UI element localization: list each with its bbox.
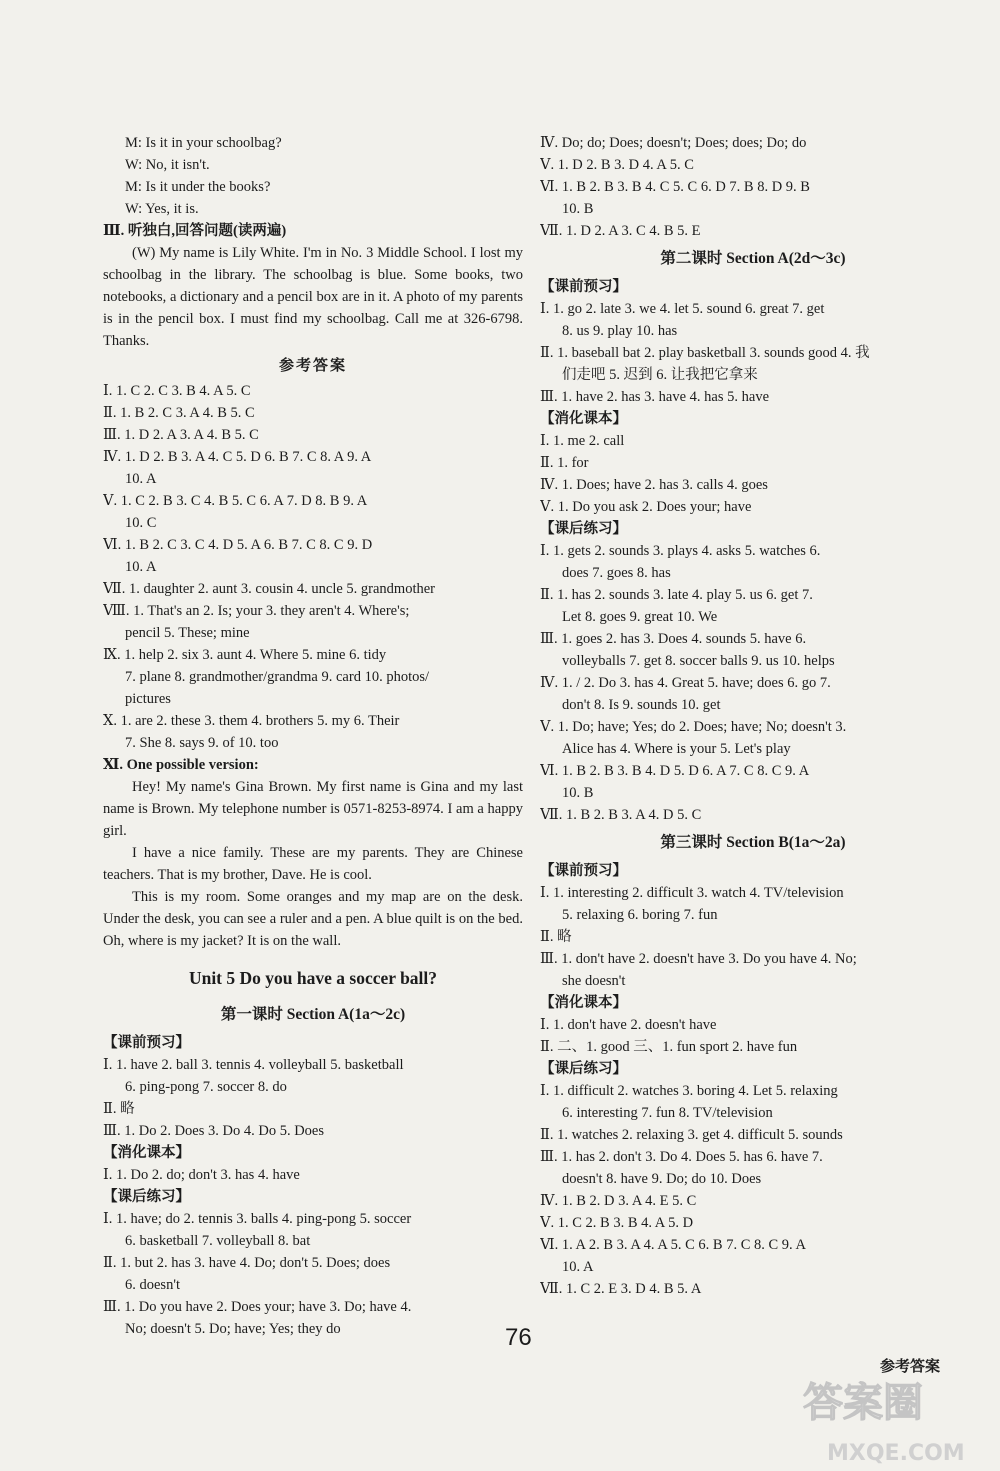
lesson-line: Ⅰ. 1. have 2. ball 3. tennis 4. volleyball 5. basketball xyxy=(103,1057,404,1073)
lesson-title: 第三课时 Section B(1a～2a) xyxy=(660,834,846,851)
writing-paragraph: Hey! My name's Gina Brown. My first name is Gina and my last name is Brown. My telephone number is 0571-8253-8974. I am a happy girl. xyxy=(103,779,523,839)
lesson-line: Ⅱ. 1. has 2. sounds 3. late 4. play 5. us 6. get 7. xyxy=(540,587,813,603)
lesson-line: Ⅴ. 1. C 2. B 3. B 4. A 5. D xyxy=(540,1215,694,1231)
answer-line: Ⅳ. Do; do; Does; doesn't; Does; does; Do; do xyxy=(540,135,807,151)
lesson-line: 6. interesting 7. fun 8. TV/television xyxy=(562,1105,773,1121)
lesson-title: 第二课时 Section A(2d～3c) xyxy=(660,250,846,267)
dialog-line: M: Is it under the books? xyxy=(125,179,271,195)
answer-line: Ⅲ. 1. D 2. A 3. A 4. B 5. C xyxy=(103,427,259,443)
lesson-line: Ⅵ. 1. A 2. B 3. A 4. A 5. C 6. B 7. C 8. C 9. A xyxy=(540,1237,806,1253)
watermark-text: 答案圈 xyxy=(803,1380,923,1426)
lesson-line: Ⅱ. 1. baseball bat 2. play basketball 3. sounds good 4. 我 xyxy=(540,345,870,361)
answer-line: 10. C xyxy=(125,515,157,531)
answer-line: 10. A xyxy=(125,559,157,575)
lesson-line: Ⅴ. 1. Do you ask 2. Does your; have xyxy=(540,499,752,515)
lesson-line: 【课前预习】 xyxy=(540,279,627,295)
lesson-line: 【课后练习】 xyxy=(103,1189,190,1205)
answer-line: Ⅸ. 1. help 2. six 3. aunt 4. Where 5. mine 6. tidy xyxy=(103,647,387,663)
answer-line: Ⅶ. 1. daughter 2. aunt 3. cousin 4. uncle 5. grandmother xyxy=(103,581,435,597)
lesson-line: volleyballs 7. get 8. soccer balls 9. us 10. helps xyxy=(562,653,835,669)
lesson-line: Ⅶ. 1. B 2. B 3. A 4. D 5. C xyxy=(540,807,702,823)
lesson-line: Ⅱ. 1. watches 2. relaxing 3. get 4. difficult 5. sounds xyxy=(540,1127,843,1143)
lesson-line: 10. A xyxy=(562,1259,594,1275)
answer-line: pencil 5. These; mine xyxy=(125,625,250,641)
lesson-line: Ⅶ. 1. C 2. E 3. D 4. B 5. A xyxy=(540,1281,702,1297)
lesson-line: 【课前预习】 xyxy=(103,1035,190,1051)
writing-paragraph: I have a nice family. These are my parents. They are Chinese teachers. That is my brother, Dave. He is cool. xyxy=(103,845,523,883)
lesson-line: 【课前预习】 xyxy=(540,863,627,879)
lesson-line: Let 8. goes 9. great 10. We xyxy=(562,609,718,625)
lesson-line: Ⅲ. 1. Do you have 2. Does your; have 3. Do; have 4. xyxy=(103,1299,412,1315)
answer-line: Ⅵ. 1. B 2. B 3. B 4. C 5. C 6. D 7. B 8. D 9. B xyxy=(540,179,810,195)
lesson-line: 【消化课本】 xyxy=(540,411,627,427)
lesson-line: Ⅴ. 1. Do; have; Yes; do 2. Does; have; No; doesn't 3. xyxy=(540,719,847,735)
lesson-line: Ⅲ. 1. have 2. has 3. have 4. has 5. have xyxy=(540,389,770,405)
lesson-line: Ⅰ. 1. Do 2. do; don't 3. has 4. have xyxy=(103,1167,300,1183)
answer-line: Ⅹ. 1. are 2. these 3. them 4. brothers 5. my 6. Their xyxy=(103,713,400,729)
footer-label: 参考答案 xyxy=(880,1357,941,1375)
lesson-line: Ⅰ. 1. gets 2. sounds 3. plays 4. asks 5. watches 6. xyxy=(540,543,821,559)
lesson-line: Ⅰ. 1. difficult 2. watches 3. boring 4. Let 5. relaxing xyxy=(540,1083,838,1099)
dialog-line: W: No, it isn't. xyxy=(125,157,210,173)
watermark-logo xyxy=(795,1372,975,1468)
lesson-line: 【消化课本】 xyxy=(540,995,627,1011)
answer-line: 10. B xyxy=(562,201,594,217)
right-column xyxy=(540,132,966,1300)
lesson-line: Ⅰ. 1. go 2. late 3. we 4. let 5. sound 6. great 7. get xyxy=(540,301,825,317)
listening-text: (W) My name is Lily White. I'm in No. 3 Middle School. I lost my schoolbag in the library. The schoolbag is blue. Some books, two notebooks, a dictionary and a pencil box are in it. A photo of my parents is in the pencil box. I must find my schoolbag. Call me at 326-6798. Thanks. xyxy=(103,245,523,349)
lesson-line: 们走吧 5. 迟到 6. 让我把它拿来 xyxy=(562,367,758,383)
lesson-line: Ⅳ. 1. Does; have 2. has 3. calls 4. goes xyxy=(540,477,768,493)
lesson-title: 第一课时 Section A(1a～2c) xyxy=(220,1006,406,1023)
listening-heading: Ⅲ. 听独白,回答问题(读两遍) xyxy=(103,223,287,239)
lesson-line: No; doesn't 5. Do; have; Yes; they do xyxy=(125,1321,341,1337)
lesson-line: Ⅱ. 略 xyxy=(103,1101,135,1117)
answer-line: 7. She 8. says 9. of 10. too xyxy=(125,735,279,751)
lesson-line: don't 8. Is 9. sounds 10. get xyxy=(562,697,721,713)
lesson-line: Ⅱ. 1. for xyxy=(540,455,589,471)
unit-title: Unit 5 Do you have a soccer ball? xyxy=(188,968,438,988)
lesson-line: 6. basketball 7. volleyball 8. bat xyxy=(125,1233,311,1249)
lesson-line: Ⅲ. 1. Do 2. Does 3. Do 4. Do 5. Does xyxy=(103,1123,324,1139)
answer-line: Ⅴ. 1. D 2. B 3. D 4. A 5. C xyxy=(540,157,694,173)
answer-line: 10. A xyxy=(125,471,157,487)
lesson-line: Ⅳ. 1. / 2. Do 3. has 4. Great 5. have; does 6. go 7. xyxy=(540,675,831,691)
writing-heading: Ⅺ. One possible version: xyxy=(103,757,259,773)
lesson-line: 5. relaxing 6. boring 7. fun xyxy=(562,907,718,923)
lesson-line: Ⅲ. 1. has 2. don't 3. Do 4. Does 5. has 6. have 7. xyxy=(540,1149,823,1165)
dialog-line: M: Is it in your schoolbag? xyxy=(125,135,282,151)
lesson-line: 【课后练习】 xyxy=(540,521,627,537)
lesson-line: Ⅲ. 1. goes 2. has 3. Does 4. sounds 5. have 6. xyxy=(540,631,807,647)
lesson-line: Ⅱ. 二、1. good 三、1. fun sport 2. have fun xyxy=(540,1039,798,1055)
lesson-line: Ⅰ. 1. have; do 2. tennis 3. balls 4. ping-pong 5. soccer xyxy=(103,1211,412,1227)
lesson-line: doesn't 8. have 9. Do; do 10. Does xyxy=(562,1171,762,1187)
answer-line: 7. plane 8. grandmother/grandma 9. card 10. photos/ xyxy=(125,669,430,685)
lesson-line: Ⅰ. 1. me 2. call xyxy=(540,433,625,449)
lesson-line: Ⅰ. 1. don't have 2. doesn't have xyxy=(540,1017,717,1033)
writing-paragraph: This is my room. Some oranges and my map are on the desk. Under the desk, you can see a ruler and a pen. A blue quilt is on the bed. Oh, where is my jacket? It is on the wall. xyxy=(103,889,523,949)
lesson-line: 6. doesn't xyxy=(125,1277,180,1293)
watermark-url: MXQE.COM xyxy=(827,1441,965,1466)
lesson-line: 10. B xyxy=(562,785,594,801)
lesson-line: Ⅱ. 略 xyxy=(540,929,572,945)
dialog-line: W: Yes, it is. xyxy=(125,201,199,217)
lesson-line: does 7. goes 8. has xyxy=(562,565,671,581)
answer-line: Ⅴ. 1. C 2. B 3. C 4. B 5. C 6. A 7. D 8. B 9. A xyxy=(103,493,368,509)
answers-title: 参考答案 xyxy=(278,358,347,374)
lesson-line: Ⅰ. 1. interesting 2. difficult 3. watch 4. TV/television xyxy=(540,885,844,901)
answer-line: Ⅷ. 1. That's an 2. Is; your 3. they aren't 4. Where's; xyxy=(103,603,410,619)
lesson-line: 6. ping-pong 7. soccer 8. do xyxy=(125,1079,287,1095)
lesson-line: Ⅱ. 1. but 2. has 3. have 4. Do; don't 5. Does; does xyxy=(103,1255,391,1271)
lesson-line: she doesn't xyxy=(562,973,626,989)
answer-line: Ⅰ. 1. C 2. C 3. B 4. A 5. C xyxy=(103,383,251,399)
answer-line: Ⅵ. 1. B 2. C 3. C 4. D 5. A 6. B 7. C 8. C 9. D xyxy=(103,537,373,553)
lesson-line: Ⅲ. 1. don't have 2. doesn't have 3. Do you have 4. No; xyxy=(540,951,857,967)
answer-line: Ⅶ. 1. D 2. A 3. C 4. B 5. E xyxy=(540,223,701,239)
lesson-line: Alice has 4. Where is your 5. Let's play xyxy=(562,741,791,757)
lesson-line: 8. us 9. play 10. has xyxy=(562,323,678,339)
answer-line: Ⅳ. 1. D 2. B 3. A 4. C 5. D 6. B 7. C 8. A 9. A xyxy=(103,449,372,465)
lesson-line: 【课后练习】 xyxy=(540,1061,627,1077)
left-column xyxy=(103,132,523,1340)
lesson-line: Ⅳ. 1. B 2. D 3. A 4. E 5. C xyxy=(540,1193,697,1209)
answer-line: Ⅱ. 1. B 2. C 3. A 4. B 5. C xyxy=(103,405,255,421)
lesson-line: 【消化课本】 xyxy=(103,1145,190,1161)
page-number: 76 xyxy=(505,1324,532,1351)
answer-line: pictures xyxy=(125,691,171,707)
lesson-line: Ⅵ. 1. B 2. B 3. B 4. D 5. D 6. A 7. C 8. C 9. A xyxy=(540,763,810,779)
